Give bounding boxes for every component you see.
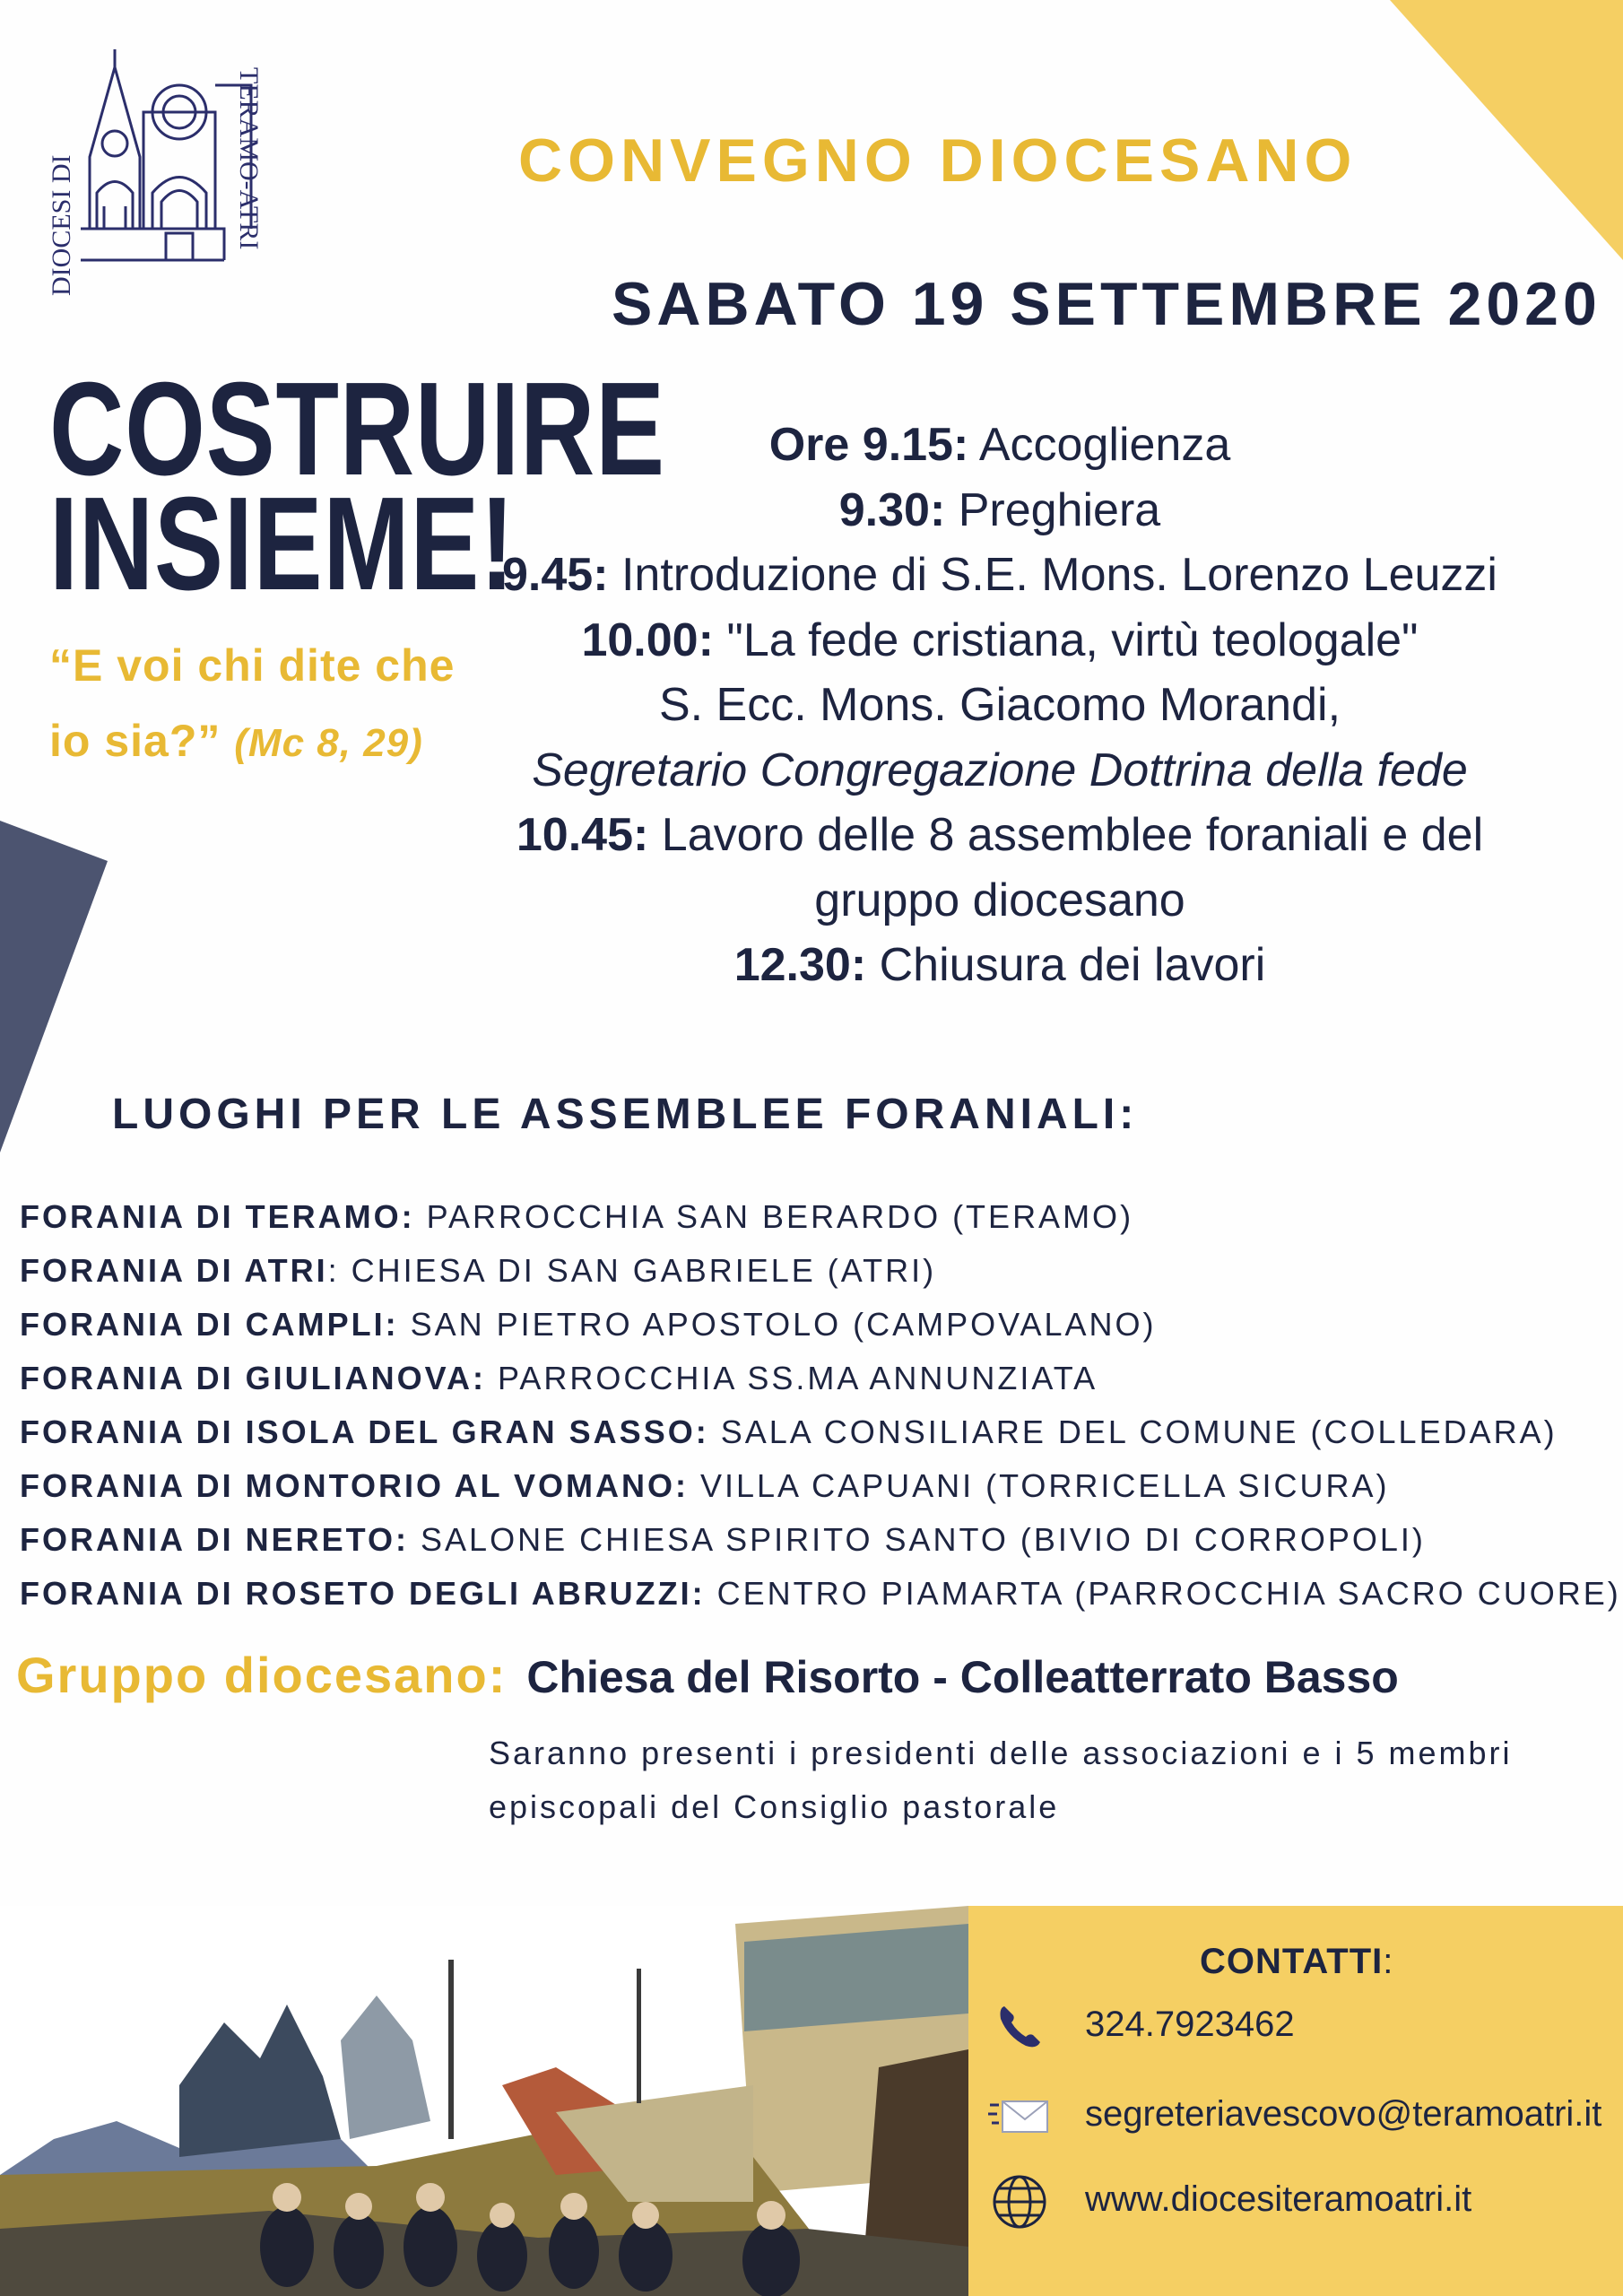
forania-name: FORANIA DI ATRI [20,1252,328,1289]
program-text: S. Ecc. Mons. Giacomo Morandi, [658,679,1341,731]
forania-place: SALA CONSILIARE DEL COMUNE (COLLEDARA) [708,1413,1558,1450]
contacts-panel [968,1906,1623,2296]
logo-left-text: DIOCESI DI [47,154,76,296]
program-item [502,478,1497,544]
gospel-quote [49,628,516,781]
quote-text: io sia?” [49,716,221,766]
event-photo [0,1906,968,2296]
forania-place: SALONE CHIESA SPIRITO SANTO (BIVIO DI CORROPOLI) [409,1521,1426,1558]
email-address[interactable]: segreteriavescovo@teramoatri.it [1085,2094,1602,2134]
program-item [502,413,1497,478]
program-time: 9.30: [838,483,946,536]
quote-reference: (Mc 8, 29) [234,721,423,765]
left-triangle-decoration [0,821,108,1152]
list-item [20,1244,1621,1298]
program-time: 9.45: [502,549,609,601]
contact-web [968,2170,1623,2233]
list-item [20,1298,1621,1352]
contact-email [968,2085,1623,2148]
program-item [502,803,1497,868]
program-text: Preghiera [945,483,1161,536]
contacts-heading [1200,1942,1393,1982]
program-time: Ore 9.15: [768,419,969,471]
forania-name: FORANIA DI ISOLA DEL GRAN SASSO: [20,1413,709,1450]
program-schedule [502,413,1497,998]
program-item [502,608,1497,674]
gruppo-label: Gruppo diocesano: [16,1647,508,1703]
forania-place: PARROCCHIA SAN BERARDO (TERAMO) [414,1198,1134,1235]
phone-number[interactable]: 324.7923462 [1085,2005,1295,2044]
program-item [502,738,1497,804]
diocese-logo [36,49,278,300]
forania-place: VILLA CAPUANI (TORRICELLA SICURA) [688,1467,1390,1504]
phone-icon [988,1996,1051,2058]
contacts-heading-colon: : [1383,1942,1394,1981]
quote-line-1: “E voi chi dite che [49,640,456,691]
program-text: Accoglienza [968,419,1231,471]
forania-name: FORANIA DI ROSETO DEGLI ABRUZZI: [20,1575,706,1612]
program-item [502,933,1497,998]
logo-right-text: TERAMO-ATRI [234,67,264,250]
program-item [502,673,1497,738]
program-time: 10.45: [516,809,649,861]
forania-name: FORANIA DI TERAMO: [20,1198,415,1235]
convegno-heading: CONVEGNO DIOCESANO [518,126,1358,195]
quote-line-2 [49,703,516,781]
list-item [20,1352,1621,1405]
note-line-1: Saranno presenti i presidenti delle associazioni e i 5 membri [489,1735,1513,1771]
contact-phone [968,1996,1623,2058]
program-text: Chiusura dei lavori [866,939,1266,991]
gruppo-diocesano [16,1646,1399,1704]
contacts-heading-text: CONTATTI [1200,1942,1384,1981]
list-item [20,1405,1621,1459]
forania-name: FORANIA DI CAMPLI: [20,1306,399,1343]
program-item [502,543,1497,608]
program-time: 12.30: [733,939,867,991]
list-item [20,1513,1621,1567]
program-text: Segretario Congregazione Dottrina della fede [532,744,1468,796]
note-line-2: episcopali del Consiglio pastorale [489,1788,1060,1825]
forania-name: FORANIA DI GIULIANOVA: [20,1360,486,1396]
program-item [502,868,1497,934]
list-item [20,1459,1621,1513]
forania-name: FORANIA DI NERETO: [20,1521,410,1558]
program-text: Introduzione di S.E. Mons. Lorenzo Leuzzi [608,549,1497,601]
title-line-1: COSTRUIRE [49,355,665,503]
program-text: Lavoro delle 8 assemblee foraniali e del [648,809,1484,861]
globe-icon [988,2170,1051,2233]
program-text: "La fede cristiana, virtù teologale" [713,613,1419,666]
forania-place: CENTRO PIAMARTA (PARROCCHIA SACRO CUORE) [705,1575,1621,1612]
gruppo-note [489,1726,1592,1834]
program-time: 10.00: [581,613,714,666]
forania-name: FORANIA DI MONTORIO AL VOMANO: [20,1467,689,1504]
title-line-2: INSIEME! [49,470,516,618]
gruppo-location: Chiesa del Risorto - Colleatterrato Basso [526,1652,1399,1702]
event-date: SABATO 19 SETTEMBRE 2020 [612,270,1601,338]
luoghi-heading: LUOGHI PER LE ASSEMBLEE FORANIALI: [112,1091,1139,1138]
forania-place: SAN PIETRO APOSTOLO (CAMPOVALANO) [398,1306,1157,1343]
forania-place: PARROCCHIA SS.MA ANNUNZIATA [485,1360,1098,1396]
email-icon [988,2085,1051,2148]
list-item [20,1567,1621,1621]
program-text: gruppo diocesano [814,874,1185,926]
list-item [20,1190,1621,1244]
forania-place: : CHIESA DI SAN GABRIELE (ATRI) [327,1252,937,1289]
website-link[interactable]: www.diocesiteramoatri.it [1085,2179,1472,2219]
corner-triangle-decoration [1390,0,1623,260]
forania-list [20,1190,1621,1621]
